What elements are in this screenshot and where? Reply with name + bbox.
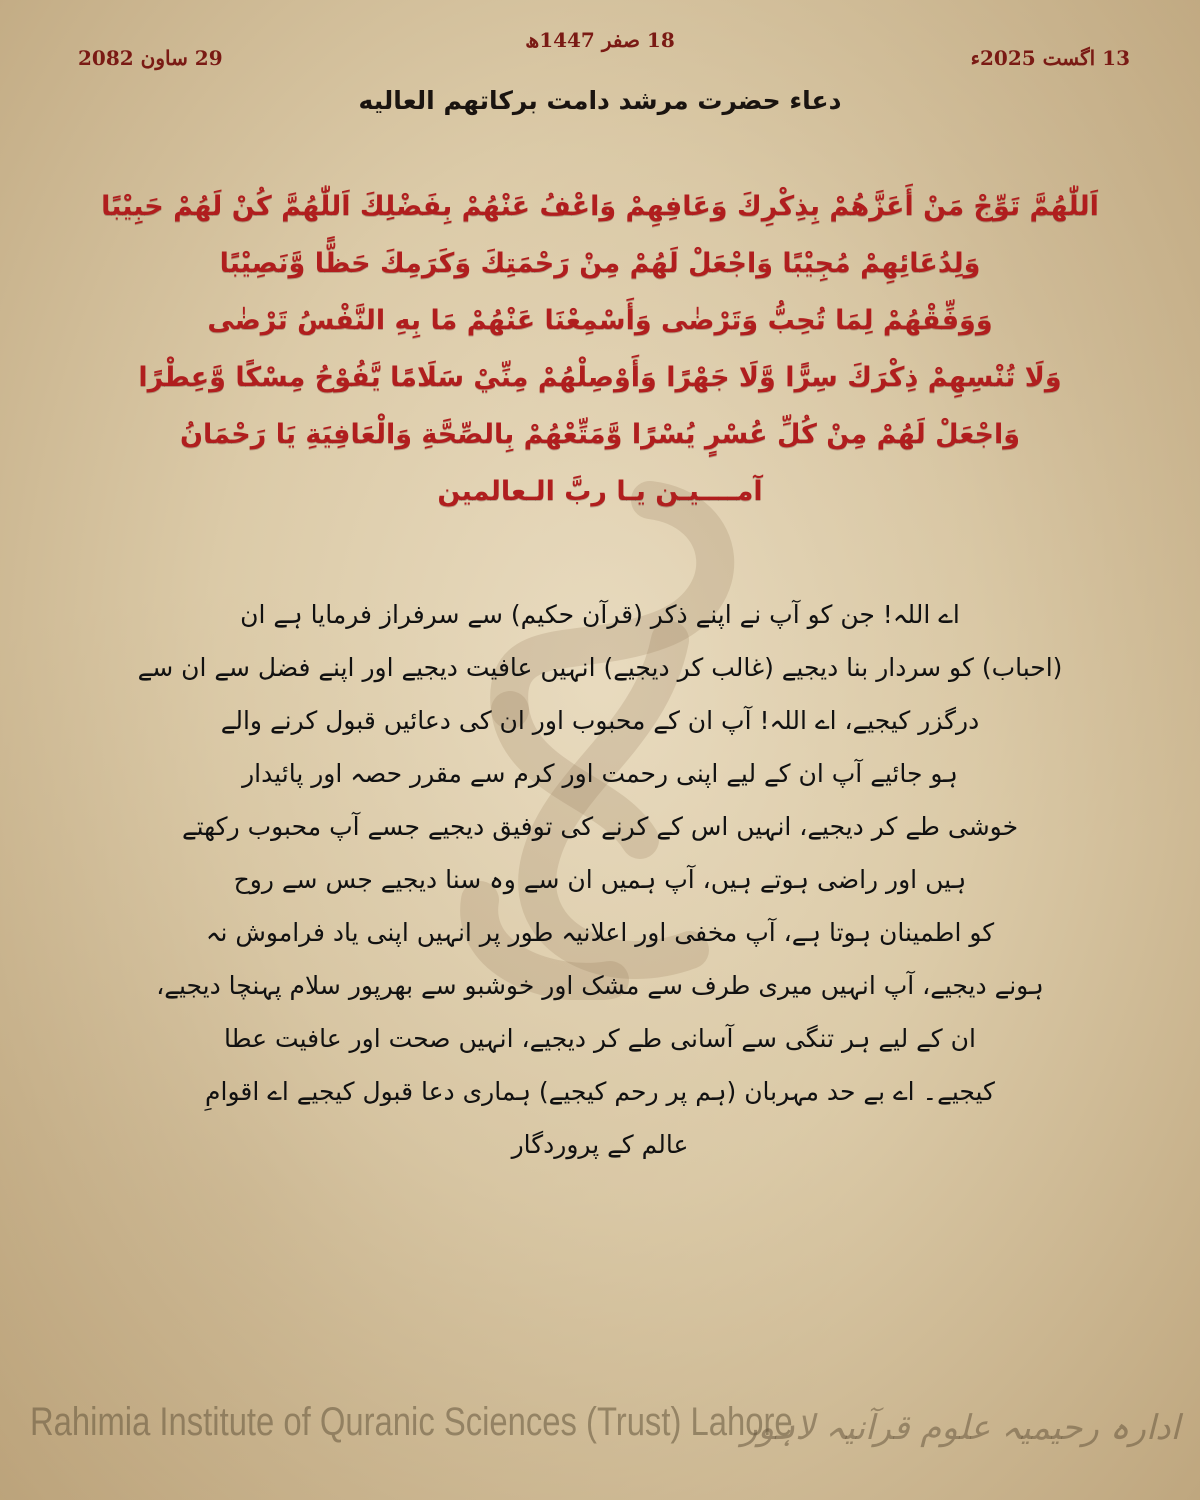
page-title: دعاء حضرت مرشد دامت برکاتهم العالیه: [358, 86, 842, 115]
arabic-dua-line: وَلِدُعَائِهِمْ مُجِيْبًا وَاجْعَلْ لَهُمْ مِنْ رَحْمَتِكَ وَكَرَمِكَ حَظًّا وَّنَصِيْبًا: [219, 248, 981, 279]
gregorian-date: 13 اگست 2025ء: [970, 46, 1130, 70]
urdu-translation-line: ہو جائیے آپ ان کے لیے اپنی رحمت اور کرم سے مقرر حصہ اور پائیدار: [242, 759, 958, 788]
arabic-dua-line: وَوَفِّقْهُمْ لِمَا تُحِبُّ وَتَرْضٰى وَأَسْمِعْنَا عَنْهُمْ مَا بِهِ النَّفْسُ تَرْضٰى: [207, 305, 993, 336]
arabic-dua-line: اَللّٰهُمَّ تَوِّجْ مَنْ أَعَزَّهُمْ بِذِكْرِكَ وَعَافِهِمْ وَاعْفُ عَنْهُمْ بِفَضْلِكَ اَللّٰهُمَّ كُنْ لَهُمْ حَبِيْبًا: [101, 191, 1099, 222]
urdu-translation-line: درگزر کیجیے، اے اللہ! آپ ان کے محبوب اور ان کی دعائیں قبول کرنے والے: [220, 706, 980, 735]
urdu-translation-line: ان کے لیے ہر تنگی سے آسانی طے کر دیجیے، انہیں صحت اور عافیت عطا: [224, 1024, 976, 1053]
urdu-translation-line: خوشی طے کر دیجیے، انہیں اس کے کرنے کی توفیق دیجیے جسے آپ محبوب رکھتے: [181, 812, 1019, 841]
arabic-dua-amen: آمــــيـن يـا ربَّ الـعالمين: [437, 476, 763, 507]
urdu-translation-line: کو اطمینان ہوتا ہے، آپ مخفی اور اعلانیہ طور پر انہیں اپنی یاد فراموش نہ: [205, 918, 995, 947]
urdu-translation-line: کیجیے۔ اے بے حد مہربان (ہم پر رحم کیجیے) ہماری دعا قبول کیجیے اے اقوامِ: [205, 1077, 995, 1106]
hijri-date: 18 صفر 1447ھ: [525, 28, 675, 52]
urdu-translation: [80, 588, 1120, 1171]
urdu-translation-line: ہیں اور راضی ہوتے ہیں، آپ ہمیں ان سے وہ سنا دیجیے جس سے روح: [233, 865, 967, 894]
urdu-translation-line: (احباب) کو سردار بنا دیجیے (غالب کر دیجیے) انہیں عافیت دیجیے اور اپنے فضل سے ان سے: [137, 653, 1063, 682]
arabic-dua-line: وَاجْعَلْ لَهُمْ مِنْ كُلِّ عُسْرٍ يُسْرًا وَّمَتِّعْهُمْ بِالصِّحَّةِ وَالْعَافِيَةِ يَا رَحْمَانُ: [180, 419, 1020, 450]
institute-logo-calligraphy: ادارہ رحیمیہ علوم قرآنیہ لاہور: [741, 1408, 1180, 1448]
urdu-translation-line: ہونے دیجیے، آپ انہیں میری طرف سے مشک اور خوشبو سے بھرپور سلام پہنچا دیجیے،: [156, 971, 1044, 1000]
bikrami-date: 29 ساون 2082: [78, 46, 223, 70]
urdu-translation-line: عالم کے پروردگار: [511, 1130, 689, 1159]
arabic-dua: [80, 178, 1120, 520]
urdu-translation-line: اے اللہ! جن کو آپ نے اپنے ذکر (قرآن حکیم) سے سرفراز فرمایا ہے ان: [240, 600, 960, 629]
institute-name-english: Rahimia Institute of Quranic Sciences (Trust) Lahore: [30, 1400, 793, 1444]
arabic-dua-line: وَلَا تُنْسِهِمْ ذِكْرَكَ سِرًّا وَّلَا جَهْرًا وَأَوْصِلْهُمْ مِنِّيْ سَلَامًا يَّفُوْحُ مِسْكًا وَّعِطْرًا: [138, 362, 1062, 393]
